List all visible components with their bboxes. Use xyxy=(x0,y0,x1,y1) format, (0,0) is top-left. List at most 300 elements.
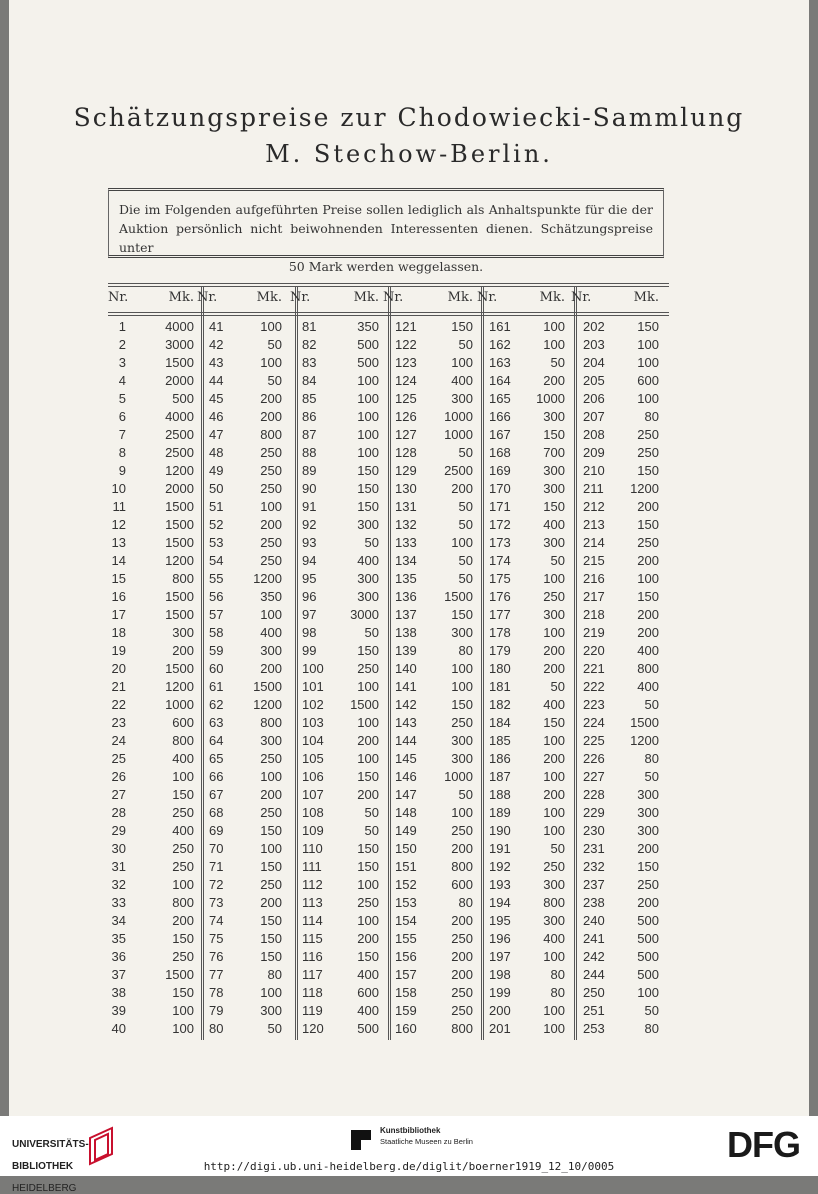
lot-number: 66 xyxy=(209,769,224,784)
lot-number: 20 xyxy=(111,661,126,676)
lot-number: 120 xyxy=(302,1021,324,1036)
lot-number: 171 xyxy=(489,499,511,514)
estimate-price: 1200 xyxy=(630,481,659,496)
estimate-price: 400 xyxy=(357,1003,379,1018)
lot-number: 126 xyxy=(395,409,417,424)
estimate-price: 250 xyxy=(637,877,659,892)
lot-number: 71 xyxy=(209,859,224,874)
estimate-price: 50 xyxy=(644,697,659,712)
estimate-price: 300 xyxy=(543,913,565,928)
lot-number: 193 xyxy=(489,877,511,892)
estimate-price: 200 xyxy=(637,607,659,622)
estimate-price: 800 xyxy=(172,895,194,910)
estimate-price: 250 xyxy=(260,805,282,820)
lot-number: 12 xyxy=(111,517,126,532)
estimate-price: 1500 xyxy=(165,967,194,982)
lot-number: 216 xyxy=(583,571,605,586)
lot-number: 105 xyxy=(302,751,324,766)
lot-number: 19 xyxy=(111,643,126,658)
estimate-price: 250 xyxy=(260,877,282,892)
lot-number: 164 xyxy=(489,373,511,388)
estimate-price: 100 xyxy=(637,571,659,586)
estimate-price: 250 xyxy=(172,949,194,964)
lot-number: 251 xyxy=(583,1003,605,1018)
lot-number: 128 xyxy=(395,445,417,460)
estimate-price: 100 xyxy=(357,751,379,766)
estimate-price: 500 xyxy=(637,931,659,946)
lot-number: 165 xyxy=(489,391,511,406)
lot-number: 143 xyxy=(395,715,417,730)
estimate-price: 1500 xyxy=(165,499,194,514)
estimate-price: 200 xyxy=(260,895,282,910)
estimate-price: 1500 xyxy=(165,535,194,550)
estimate-price: 50 xyxy=(458,787,473,802)
estimate-price: 200 xyxy=(260,409,282,424)
estimate-price: 250 xyxy=(637,427,659,442)
estimate-price: 200 xyxy=(172,643,194,658)
lot-number: 70 xyxy=(209,841,224,856)
estimate-price: 250 xyxy=(260,535,282,550)
lot-number: 99 xyxy=(302,643,317,658)
estimate-price: 100 xyxy=(172,769,194,784)
estimate-price: 1200 xyxy=(253,697,282,712)
estimate-price: 150 xyxy=(451,697,473,712)
lot-number: 63 xyxy=(209,715,224,730)
lot-number: 78 xyxy=(209,985,224,1000)
lot-number: 14 xyxy=(111,553,126,568)
lot-number: 46 xyxy=(209,409,224,424)
lot-number: 172 xyxy=(489,517,511,532)
estimate-price: 200 xyxy=(543,373,565,388)
estimate-price: 200 xyxy=(637,625,659,640)
ub-line-1: UNIVERSITÄTS- xyxy=(12,1139,89,1150)
estimate-price: 100 xyxy=(637,355,659,370)
estimate-price: 300 xyxy=(172,625,194,640)
estimate-price: 600 xyxy=(172,715,194,730)
lot-number: 136 xyxy=(395,589,417,604)
estimate-price: 250 xyxy=(172,841,194,856)
estimate-price: 80 xyxy=(550,985,565,1000)
lot-number: 30 xyxy=(111,841,126,856)
lot-number: 33 xyxy=(111,895,126,910)
estimate-price: 150 xyxy=(357,643,379,658)
estimate-price: 1000 xyxy=(165,697,194,712)
estimate-price: 200 xyxy=(260,661,282,676)
lot-number: 144 xyxy=(395,733,417,748)
lot-number: 90 xyxy=(302,481,317,496)
estimate-price: 1500 xyxy=(165,355,194,370)
lot-number: 86 xyxy=(302,409,317,424)
estimate-price: 200 xyxy=(357,787,379,802)
estimate-price: 150 xyxy=(357,499,379,514)
lot-number: 97 xyxy=(302,607,317,622)
estimate-price: 300 xyxy=(451,751,473,766)
estimate-price: 200 xyxy=(543,661,565,676)
lot-number: 38 xyxy=(111,985,126,1000)
estimate-price: 100 xyxy=(637,391,659,406)
header-nr: Nr. xyxy=(290,290,311,305)
estimate-price: 600 xyxy=(451,877,473,892)
lot-number: 13 xyxy=(111,535,126,550)
estimate-price: 1500 xyxy=(165,589,194,604)
lot-number: 177 xyxy=(489,607,511,622)
estimate-price: 500 xyxy=(357,1021,379,1036)
estimate-price: 500 xyxy=(172,391,194,406)
estimate-price: 50 xyxy=(458,445,473,460)
lot-number: 211 xyxy=(583,481,604,496)
lot-number: 28 xyxy=(111,805,126,820)
estimate-price: 200 xyxy=(260,517,282,532)
estimate-price: 100 xyxy=(543,1021,565,1036)
estimate-price: 1000 xyxy=(444,769,473,784)
lot-number: 160 xyxy=(395,1021,417,1036)
estimate-price: 1500 xyxy=(253,679,282,694)
estimate-price: 2500 xyxy=(444,463,473,478)
estimate-price: 1500 xyxy=(165,661,194,676)
estimate-price: 500 xyxy=(357,337,379,352)
lot-number: 142 xyxy=(395,697,417,712)
lot-number: 11 xyxy=(112,499,126,514)
estimate-price: 150 xyxy=(260,931,282,946)
lot-number: 22 xyxy=(111,697,126,712)
estimate-price: 1200 xyxy=(165,463,194,478)
header-mk: Mk. xyxy=(256,290,282,305)
lot-number: 201 xyxy=(489,1021,511,1036)
estimate-price: 250 xyxy=(637,445,659,460)
estimate-price: 150 xyxy=(357,481,379,496)
lot-number: 157 xyxy=(395,967,417,982)
estimate-price: 3000 xyxy=(350,607,379,622)
lot-number: 77 xyxy=(209,967,224,982)
estimate-price: 500 xyxy=(637,967,659,982)
lot-number: 34 xyxy=(111,913,126,928)
estimate-price: 300 xyxy=(357,589,379,604)
lot-number: 104 xyxy=(302,733,324,748)
lot-number: 113 xyxy=(302,895,323,910)
estimate-price: 50 xyxy=(267,1021,282,1036)
lot-number: 238 xyxy=(583,895,605,910)
ub-line-3: HEIDELBERG xyxy=(12,1183,77,1194)
lot-number: 24 xyxy=(111,733,126,748)
estimate-price: 150 xyxy=(260,823,282,838)
estimate-price: 150 xyxy=(637,463,659,478)
estimate-price: 50 xyxy=(458,337,473,352)
estimate-price: 150 xyxy=(172,787,194,802)
lot-number: 199 xyxy=(489,985,511,1000)
estimate-price: 400 xyxy=(543,517,565,532)
estimate-price: 1500 xyxy=(350,697,379,712)
notice-line-3: 50 Mark werden weggelassen. xyxy=(288,259,484,274)
notice-line-2: Auktion persönlich nicht beiwohnenden Interessenten dienen. Schätzungspreise unter xyxy=(119,221,653,255)
lot-number: 115 xyxy=(302,931,323,946)
lot-number: 140 xyxy=(395,661,417,676)
estimate-price: 2500 xyxy=(165,445,194,460)
lot-number: 213 xyxy=(583,517,605,532)
lot-number: 42 xyxy=(209,337,224,352)
lot-number: 23 xyxy=(111,715,126,730)
estimate-price: 100 xyxy=(543,571,565,586)
estimate-price: 300 xyxy=(357,571,379,586)
kunstbibliothek-name[interactable]: Kunstbibliothek xyxy=(380,1126,441,1135)
estimate-price: 100 xyxy=(260,607,282,622)
estimate-price: 300 xyxy=(543,481,565,496)
lot-number: 106 xyxy=(302,769,324,784)
estimate-price: 300 xyxy=(543,463,565,478)
permalink-url[interactable]: http://digi.ub.uni-heidelberg.de/diglit/boerner1919_12_10/0005 xyxy=(203,1160,615,1173)
estimate-price: 300 xyxy=(451,733,473,748)
lot-number: 89 xyxy=(302,463,317,478)
lot-number: 186 xyxy=(489,751,511,766)
estimate-price: 250 xyxy=(543,859,565,874)
estimate-price: 50 xyxy=(550,841,565,856)
estimate-price: 300 xyxy=(543,535,565,550)
lot-number: 197 xyxy=(489,949,511,964)
estimate-price: 100 xyxy=(357,373,379,388)
lot-number: 58 xyxy=(209,625,224,640)
estimate-price: 1200 xyxy=(630,733,659,748)
lot-number: 222 xyxy=(583,679,605,694)
estimate-price: 100 xyxy=(357,715,379,730)
lot-number: 47 xyxy=(209,427,224,442)
estimate-price: 1200 xyxy=(253,571,282,586)
estimate-price: 800 xyxy=(260,427,282,442)
estimate-price: 400 xyxy=(543,697,565,712)
estimate-price: 200 xyxy=(543,751,565,766)
estimate-price: 150 xyxy=(543,715,565,730)
estimate-price: 50 xyxy=(458,571,473,586)
estimate-price: 1500 xyxy=(444,589,473,604)
estimate-price: 250 xyxy=(451,715,473,730)
estimate-price: 800 xyxy=(260,715,282,730)
lot-number: 87 xyxy=(302,427,317,442)
estimate-price: 80 xyxy=(644,409,659,424)
lot-number: 135 xyxy=(395,571,417,586)
lot-number: 92 xyxy=(302,517,317,532)
estimate-price: 400 xyxy=(637,643,659,658)
dfg-logo[interactable]: DFG xyxy=(727,1124,800,1165)
estimate-price: 50 xyxy=(364,535,379,550)
estimate-price: 150 xyxy=(172,931,194,946)
lot-number: 59 xyxy=(209,643,224,658)
lot-number: 122 xyxy=(395,337,417,352)
estimate-price: 100 xyxy=(357,391,379,406)
lot-number: 152 xyxy=(395,877,417,892)
lot-number: 32 xyxy=(111,877,126,892)
estimate-price: 250 xyxy=(451,1003,473,1018)
lot-number: 218 xyxy=(583,607,605,622)
column-divider xyxy=(574,286,577,1040)
estimate-price: 400 xyxy=(451,373,473,388)
estimate-price: 50 xyxy=(364,823,379,838)
lot-number: 242 xyxy=(583,949,605,964)
estimate-price: 150 xyxy=(260,859,282,874)
estimate-price: 100 xyxy=(637,985,659,1000)
lot-number: 67 xyxy=(209,787,224,802)
lot-number: 127 xyxy=(395,427,417,442)
lot-number: 147 xyxy=(395,787,417,802)
lot-number: 250 xyxy=(583,985,605,1000)
lot-number: 145 xyxy=(395,751,417,766)
lot-number: 176 xyxy=(489,589,511,604)
estimate-price: 50 xyxy=(458,499,473,514)
lot-number: 85 xyxy=(302,391,317,406)
lot-number: 4 xyxy=(118,373,126,388)
lot-number: 208 xyxy=(583,427,605,442)
estimate-price: 1200 xyxy=(165,679,194,694)
lot-number: 45 xyxy=(209,391,224,406)
lot-number: 29 xyxy=(111,823,126,838)
estimate-price: 200 xyxy=(637,553,659,568)
lot-number: 226 xyxy=(583,751,605,766)
lot-number: 196 xyxy=(489,931,511,946)
lot-number: 207 xyxy=(583,409,605,424)
estimate-price: 200 xyxy=(260,391,282,406)
lot-number: 16 xyxy=(111,589,126,604)
estimate-price: 400 xyxy=(637,679,659,694)
estimate-price: 150 xyxy=(357,859,379,874)
lot-number: 94 xyxy=(302,553,317,568)
estimate-price: 700 xyxy=(543,445,565,460)
lot-number: 141 xyxy=(395,679,417,694)
lot-number: 185 xyxy=(489,733,511,748)
estimate-price: 250 xyxy=(357,661,379,676)
lot-number: 75 xyxy=(209,931,224,946)
estimate-price: 80 xyxy=(550,967,565,982)
lot-number: 57 xyxy=(209,607,224,622)
header-nr: Nr. xyxy=(108,290,129,305)
lot-number: 53 xyxy=(209,535,224,550)
estimate-price: 400 xyxy=(357,967,379,982)
estimate-price: 1500 xyxy=(165,607,194,622)
lot-number: 102 xyxy=(302,697,324,712)
lot-number: 111 xyxy=(302,859,322,874)
lot-number: 36 xyxy=(111,949,126,964)
estimate-price: 250 xyxy=(357,895,379,910)
column-divider xyxy=(481,286,484,1040)
header-nr: Nr. xyxy=(383,290,404,305)
lot-number: 162 xyxy=(489,337,511,352)
estimate-price: 100 xyxy=(543,337,565,352)
estimate-price: 300 xyxy=(637,823,659,838)
lot-number: 244 xyxy=(583,967,605,982)
lot-number: 100 xyxy=(302,661,324,676)
lot-number: 50 xyxy=(209,481,224,496)
estimate-price: 2500 xyxy=(165,427,194,442)
estimate-price: 500 xyxy=(637,949,659,964)
estimate-price: 800 xyxy=(451,859,473,874)
estimate-price: 100 xyxy=(260,841,282,856)
header-nr: Nr. xyxy=(477,290,498,305)
lot-number: 200 xyxy=(489,1003,511,1018)
estimate-price: 100 xyxy=(172,1021,194,1036)
estimate-price: 100 xyxy=(260,985,282,1000)
lot-number: 52 xyxy=(209,517,224,532)
lot-number: 139 xyxy=(395,643,417,658)
estimate-price: 50 xyxy=(644,1003,659,1018)
lot-number: 103 xyxy=(302,715,324,730)
lot-number: 21 xyxy=(111,679,126,694)
estimate-price: 150 xyxy=(357,949,379,964)
estimate-price: 200 xyxy=(451,949,473,964)
estimate-price: 100 xyxy=(357,877,379,892)
lot-number: 191 xyxy=(489,841,511,856)
estimate-price: 150 xyxy=(543,427,565,442)
lot-number: 221 xyxy=(583,661,605,676)
estimate-price: 50 xyxy=(644,769,659,784)
estimate-price: 50 xyxy=(550,679,565,694)
lot-number: 227 xyxy=(583,769,605,784)
estimate-price: 500 xyxy=(357,355,379,370)
estimate-price: 2000 xyxy=(165,481,194,496)
lot-number: 73 xyxy=(209,895,224,910)
estimate-price: 4000 xyxy=(165,409,194,424)
estimate-price: 100 xyxy=(260,499,282,514)
notice-line-1: Die im Folgenden aufgeführten Preise sollen lediglich als Anhaltspunkte für die der xyxy=(119,202,653,217)
lot-number: 225 xyxy=(583,733,605,748)
estimate-price: 400 xyxy=(260,625,282,640)
lot-number: 108 xyxy=(302,805,324,820)
estimate-price: 200 xyxy=(637,499,659,514)
estimate-price: 100 xyxy=(637,337,659,352)
estimate-price: 150 xyxy=(637,319,659,334)
lot-number: 237 xyxy=(583,877,605,892)
lot-number: 163 xyxy=(489,355,511,370)
estimate-price: 300 xyxy=(637,787,659,802)
estimate-price: 300 xyxy=(451,625,473,640)
lot-number: 84 xyxy=(302,373,317,388)
lot-number: 155 xyxy=(395,931,417,946)
lot-number: 223 xyxy=(583,697,605,712)
lot-number: 188 xyxy=(489,787,511,802)
lot-number: 212 xyxy=(583,499,605,514)
lot-number: 154 xyxy=(395,913,417,928)
header-nr: Nr. xyxy=(197,290,218,305)
estimate-price: 250 xyxy=(172,859,194,874)
lot-number: 149 xyxy=(395,823,417,838)
lot-number: 54 xyxy=(209,553,224,568)
estimate-price: 80 xyxy=(267,967,282,982)
lot-number: 1 xyxy=(118,319,126,334)
estimate-price: 200 xyxy=(357,733,379,748)
lot-number: 26 xyxy=(111,769,126,784)
estimate-price: 100 xyxy=(357,427,379,442)
lot-number: 91 xyxy=(302,499,317,514)
page-subtitle: M. Stechow-Berlin. xyxy=(265,140,553,168)
lot-number: 55 xyxy=(209,571,224,586)
estimate-price: 150 xyxy=(357,463,379,478)
lot-number: 10 xyxy=(111,481,126,496)
estimate-price: 200 xyxy=(451,841,473,856)
lot-number: 65 xyxy=(209,751,224,766)
lot-number: 124 xyxy=(395,373,417,388)
lot-number: 137 xyxy=(395,607,417,622)
estimate-price: 250 xyxy=(260,751,282,766)
estimate-price: 50 xyxy=(267,373,282,388)
lot-number: 187 xyxy=(489,769,511,784)
estimate-price: 300 xyxy=(637,805,659,820)
lot-number: 253 xyxy=(583,1021,605,1036)
lot-number: 215 xyxy=(583,553,605,568)
lot-number: 39 xyxy=(111,1003,126,1018)
lot-number: 158 xyxy=(395,985,417,1000)
estimate-price: 100 xyxy=(451,805,473,820)
lot-number: 231 xyxy=(583,841,605,856)
lot-number: 48 xyxy=(209,445,224,460)
lot-number: 96 xyxy=(302,589,317,604)
lot-number: 190 xyxy=(489,823,511,838)
lot-number: 49 xyxy=(209,463,224,478)
estimate-price: 100 xyxy=(543,733,565,748)
